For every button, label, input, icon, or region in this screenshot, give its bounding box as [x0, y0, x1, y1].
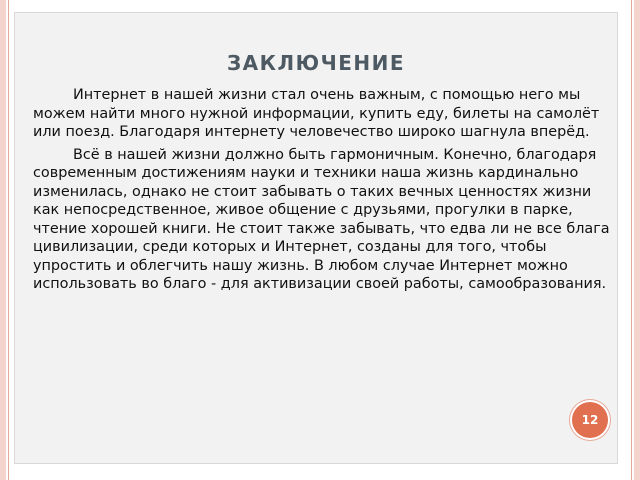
content-panel	[14, 12, 618, 464]
slide-title: ЗАКЛЮЧЕНИЕ	[226, 51, 406, 75]
right-decorative-line	[631, 0, 632, 480]
paragraph-2: Всё в нашей жизни должно быть гармоничным. Конечно, благодаря современным достижениям науки и техники наша жизнь кардинально изменилась, однако не стоит забывать о таких вечных ценностях жизни как непосредственное, живое общение с друзьями, прогулки в парке, чтение хорошей книги. Не стоит также забывать, что едва ли не все блага цивилизации, среди которых и Интернет, созданы для того, чтобы упростить и облегчить нашу жизнь. В любом случае Интернет можно использовать во благо - для активизации своей работы, самообразования.	[33, 146, 610, 292]
slide-body	[33, 86, 619, 298]
paragraph-1: Интернет в нашей жизни стал очень важным, с помощью него мы можем найти много нужной информации, купить еду, билеты на самолёт или поезд. Благодаря интернету человечество широко шагнула вперёд.	[33, 87, 600, 140]
left-decorative-stripe	[0, 0, 6, 480]
left-decorative-line	[8, 0, 9, 480]
right-decorative-stripe	[634, 0, 640, 480]
page-number-badge: 12	[572, 402, 608, 438]
